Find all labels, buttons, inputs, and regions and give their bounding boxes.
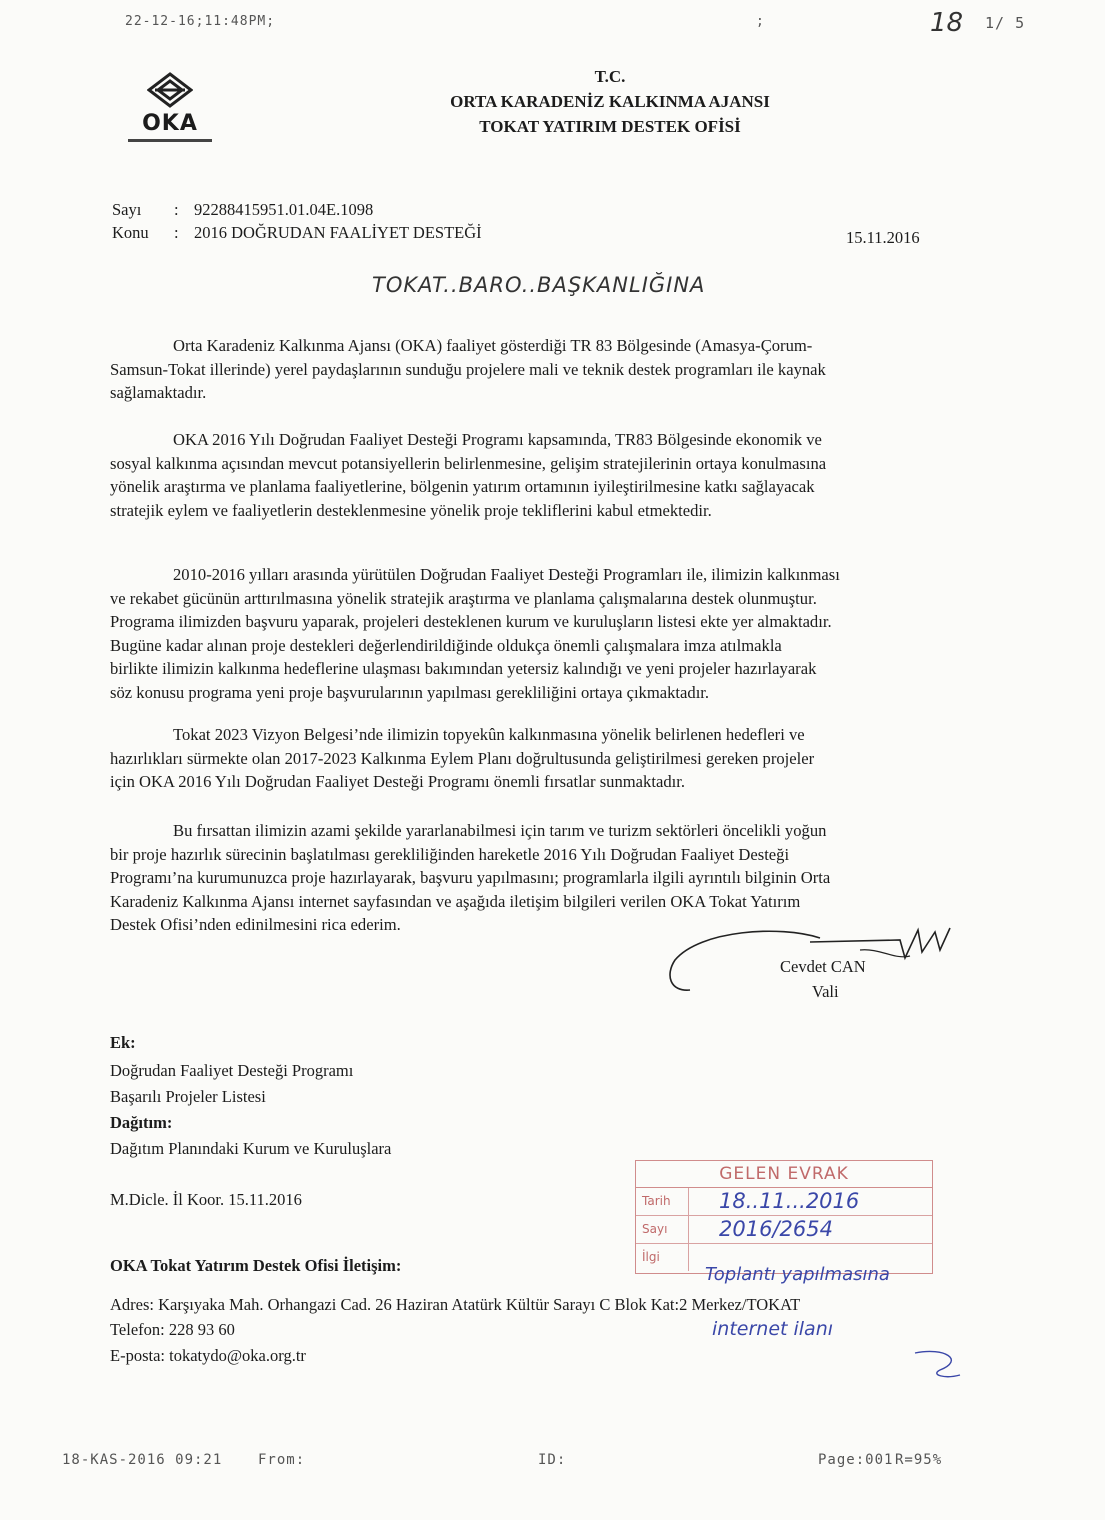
stamp-title: GELEN EVRAK [636, 1161, 932, 1188]
stamp-date-label: Tarih [636, 1188, 689, 1215]
document-date: 15.11.2016 [846, 228, 920, 247]
oka-emblem-icon [147, 72, 193, 108]
attachment-item: Doğrudan Faaliyet Desteği Programı [110, 1061, 354, 1080]
incoming-document-stamp [635, 1160, 933, 1274]
paragraph-2: OKA 2016 Yılı Doğrudan Faaliyet Desteği Programı kapsamında, TR83 Bölgesinde ekonomik ve sosyal kalkınma açısından mevcut potansiyellerin belirlenmesine, gelişim stratejilerinin ortaya konulmasına yönelik araştırma ve planlama faaliyetlerine, bölgenin yatırım ortamının iyileştirilmesine katkı sağlayacak stratejik eylem ve faaliyetlerin desteklenmesine yönelik proje tekliflerini kabul etmektedir. [110, 430, 827, 520]
sayi-value: 92288415951.01.04E.1098 [194, 200, 374, 219]
contact-address: Adres: Karşıyaka Mah. Orhangazi Cad. 26 Haziran Atatürk Kültür Sarayı C Blok Kat:2 Merkez/TOKAT [110, 1295, 801, 1314]
contact-heading: OKA Tokat Yatırım Destek Ofisi İletişim: [110, 1256, 402, 1275]
signer-title: Vali [812, 982, 839, 1001]
fax-header-timestamp: 22-12-16;11:48PM; [125, 14, 276, 29]
stamp-date-value: 18..11...2016 [719, 1189, 860, 1213]
konu-label: Konu [112, 223, 149, 242]
konu-sep: : [174, 223, 179, 242]
paragraph-5: Bu fırsattan ilimizin azami şekilde yararlanabilmesi için tarım ve turizm sektörleri öncelikli yoğun bir proje hazırlık sürecinin başlatılması gerekliliğinden hareketle 2016 Yılı Doğrudan Faaliyet Desteği Programı’na kurumunuzca proje hazırlayarak, başvuru yapılmasını; programlarla ilgili ayrıntılı bilginin Orta Karadeniz Kalkınma Ajansı internet sayfasından ve aşağıda iletişim bilgileri verilen OKA Tokat Yatırım Destek Ofisi’nden edinilmesini rica ederim. [110, 821, 831, 935]
fax-footer-datetime: 18-KAS-2016 09:21 [62, 1452, 223, 1468]
stamp-number-value: 2016/2654 [719, 1217, 833, 1241]
fax-footer-page: Page:001 [818, 1452, 894, 1468]
header-agency: ORTA KARADENİZ KALKINMA AJANSI [450, 92, 770, 111]
fax-header-page: 1/ 5 [985, 14, 1026, 32]
contact-email: E-posta: tokatydo@oka.org.tr [110, 1346, 306, 1365]
konu-value: 2016 DOĞRUDAN FAALİYET DESTEĞİ [194, 223, 482, 242]
paragraph-4: Tokat 2023 Vizyon Belgesi’nde ilimizin topyekûn kalkınmasına yönelik belirlenen hedefleri ve hazırlıkları sürmekte olan 2017-2023 Kalkınma Eylem Planı doğrultusunda geliştirilmesi gereken projeler için OKA 2016 Yılı Doğrudan Faaliyet Desteği Programı önemli fırsatlar sunmaktadır. [110, 725, 815, 792]
fax-header-separator: ; [756, 14, 765, 29]
fax-footer-from: From: [258, 1452, 306, 1468]
paragraph-1: Orta Karadeniz Kalkınma Ajansı (OKA) faaliyet gösterdiği TR 83 Bölgesinde (Amasya-Çorum- Samsun-Tokat illerinde) yerel paydaşlarının sunduğu projelere mali ve teknik destek programları ile kaynak sağlamaktadır. [110, 336, 826, 403]
distribution-value: Dağıtım Planındaki Kurum ve Kuruluşlara [110, 1139, 392, 1158]
handwritten-flourish-icon [910, 1345, 970, 1385]
attachments-label: Ek: [110, 1033, 136, 1052]
handwritten-note-line-2: internet ilanı [712, 1318, 834, 1340]
attachment-item: Başarılı Projeler Listesi [110, 1087, 266, 1106]
document-header [410, 64, 810, 139]
header-tc: T.C. [594, 67, 626, 86]
stamp-row-number [636, 1216, 932, 1244]
konu-row [112, 223, 482, 243]
sayi-label: Sayı [112, 200, 142, 219]
stamp-row-date [636, 1188, 932, 1216]
fax-footer-id: ID: [538, 1452, 567, 1468]
oka-logo [135, 72, 205, 142]
stamp-number-label: Sayı [636, 1216, 689, 1243]
contact-phone: Telefon: 228 93 60 [110, 1320, 235, 1339]
sayi-sep: : [174, 200, 179, 219]
handwritten-page-mark: 18 [930, 8, 964, 38]
addressee: TOKAT..BARO..BAŞKANLIĞINA [372, 273, 706, 297]
drafter-initials: M.Dicle. İl Koor. 15.11.2016 [110, 1190, 302, 1209]
fax-footer-ratio: R=95% [895, 1452, 943, 1468]
paragraph-3: 2010-2016 yılları arasında yürütülen Doğrudan Faaliyet Desteği Programları ile, ilimizin kalkınması ve rekabet gücünün arttırılmasına yönelik stratejik araştırma ve planlama çalışmalarına destek olunmuştur. Programa ilimizden başvuru yaparak, projeleri desteklenen kurum ve kuruluşların listesi ekte yer almaktadır. Bugüne kadar alınan proje destekleri değerlendirildiğinde oldukça önemli çalışmalara imza atılmakla birlikte ilimizin kalkınma hedeflerine ulaşması bakımından yetersiz kalındığı ve yeni projeler hazırlayarak söz konusu programa yeni proje başvurularının yapılması gerekliliğini ortaya çıkmaktadır. [110, 565, 840, 702]
logo-text: OKA [142, 111, 198, 136]
sayi-row [112, 200, 373, 220]
distribution-label: Dağıtım: [110, 1113, 173, 1132]
logo-underline [128, 139, 212, 142]
header-office: TOKAT YATIRIM DESTEK OFİSİ [479, 117, 741, 136]
stamp-reference-label: İlgi [636, 1244, 689, 1271]
signer-name: Cevdet CAN [780, 957, 866, 976]
handwritten-note-line-1: Toplantı yapılmasına [705, 1264, 890, 1285]
